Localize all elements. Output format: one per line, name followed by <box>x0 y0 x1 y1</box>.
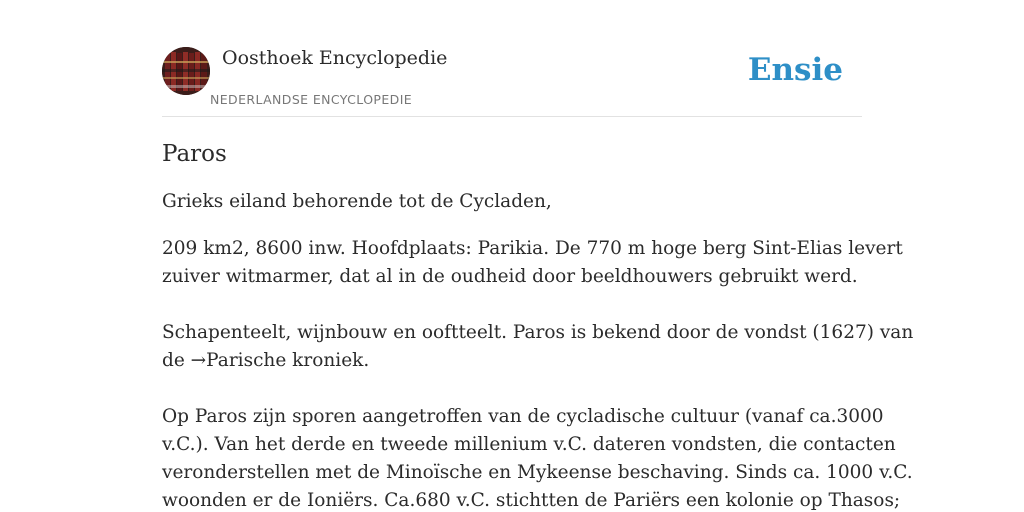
paragraph-line: veronderstellen met de Minoïsche en Mykeense beschaving. Sinds ca. 1000 v.C. <box>162 462 913 483</box>
encyclopedia-books-icon[interactable] <box>162 47 210 95</box>
paragraph-line-with-link[interactable]: de →Parische kroniek. <box>162 350 370 371</box>
article-paragraph <box>162 319 914 375</box>
paragraph-line: Schapenteelt, wijnbouw en ooftteelt. Paros is bekend door de vondst (1627) van <box>162 322 914 343</box>
paragraph-line: Op Paros zijn sporen aangetroffen van de cycladische cultuur (vanaf ca.3000 <box>162 406 884 427</box>
article <box>162 138 914 512</box>
site-tagline: NEDERLANDSE ENCYCLOPEDIE <box>210 92 413 107</box>
paragraph-line: v.C.). Van het derde en tweede millenium v.C. dateren vondsten, die contacten <box>162 434 896 455</box>
article-paragraph <box>162 403 913 512</box>
paragraph-line: 209 km2, 8600 inw. Hoofdplaats: Parikia. De 770 m hoge berg Sint-Elias levert <box>162 238 903 259</box>
article-subtitle: Grieks eiland behorende tot de Cycladen, <box>162 191 552 212</box>
site-header <box>162 46 862 117</box>
page-title: Paros <box>162 141 227 167</box>
brand-logo[interactable]: Ensie <box>747 52 843 88</box>
site-name[interactable]: Oosthoek Encyclopedie <box>222 47 448 69</box>
paragraph-line: zuiver witmarmer, dat al in de oudheid door beeldhouwers gebruikt werd. <box>162 266 858 287</box>
paragraph-line: woonden er de Ioniërs. Ca.680 v.C. stichtten de Pariërs een kolonie op Thasos; <box>162 490 901 511</box>
article-paragraph <box>162 235 903 291</box>
